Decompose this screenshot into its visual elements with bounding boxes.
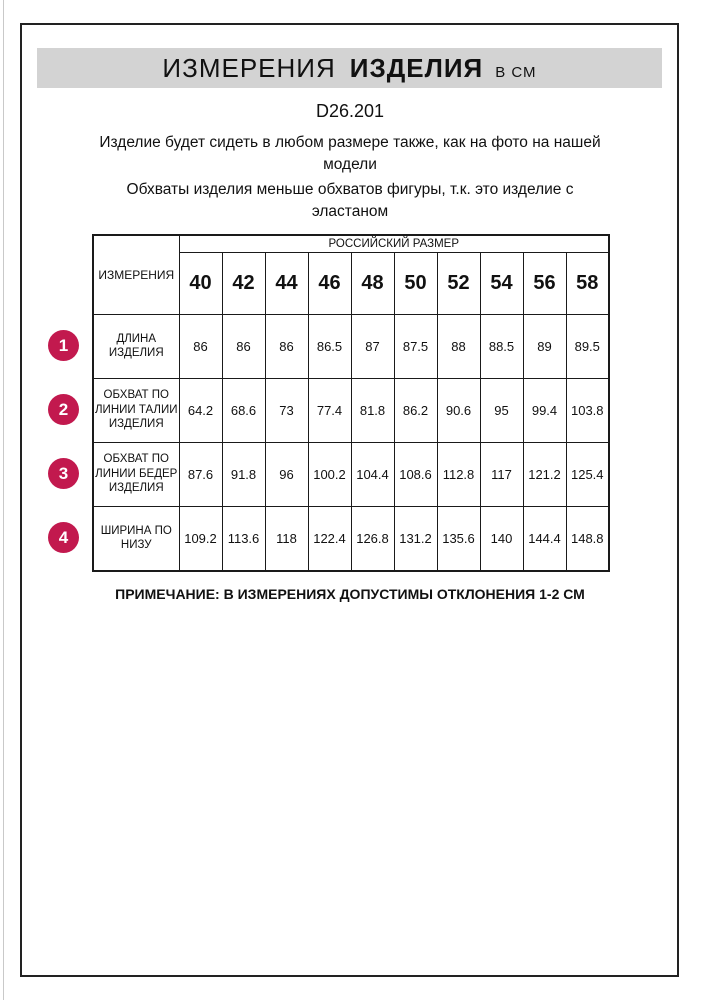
row-marker-3: 3: [48, 458, 79, 489]
size-column-header: 42: [222, 252, 265, 314]
size-column-header: 48: [351, 252, 394, 314]
value-cell: 96: [265, 442, 308, 506]
size-column-header: 58: [566, 252, 609, 314]
value-cell: 90.6: [437, 378, 480, 442]
page-title-emphasis: ИЗДЕЛИЯ: [349, 53, 484, 83]
value-cell: 77.4: [308, 378, 351, 442]
size-column-header: 40: [179, 252, 222, 314]
value-cell: 121.2: [523, 442, 566, 506]
size-group-header: РОССИЙСКИЙ РАЗМЕР: [179, 235, 609, 252]
value-cell: 88.5: [480, 314, 523, 378]
value-cell: 73: [265, 378, 308, 442]
value-cell: 89.5: [566, 314, 609, 378]
table-row-hips: [93, 442, 609, 506]
value-cell: 86: [222, 314, 265, 378]
note-elastane: [20, 179, 680, 223]
value-cell: 86: [265, 314, 308, 378]
value-cell: 144.4: [523, 506, 566, 571]
size-column-header: 56: [523, 252, 566, 314]
note-line: Изделие будет сидеть в любом размере также, как на фото на нашей: [99, 134, 601, 151]
value-cell: 108.6: [394, 442, 437, 506]
value-cell: 140: [480, 506, 523, 571]
value-cell: 95: [480, 378, 523, 442]
table-row-bottom-width: [93, 506, 609, 571]
value-cell: 103.8: [566, 378, 609, 442]
scan-edge-artifact: [3, 0, 4, 1000]
title-band: [37, 48, 662, 88]
value-cell: 148.8: [566, 506, 609, 571]
value-cell: 99.4: [523, 378, 566, 442]
row-label: ДЛИНА ИЗДЕЛИЯ: [93, 314, 179, 378]
value-cell: 81.8: [351, 378, 394, 442]
row-marker-2: 2: [48, 394, 79, 425]
value-cell: 87: [351, 314, 394, 378]
value-cell: 125.4: [566, 442, 609, 506]
note-line: эластаном: [311, 203, 389, 220]
row-marker-4: 4: [48, 522, 79, 553]
value-cell: 126.8: [351, 506, 394, 571]
value-cell: 86: [179, 314, 222, 378]
value-cell: 112.8: [437, 442, 480, 506]
value-cell: 68.6: [222, 378, 265, 442]
page-title: ИЗМЕРЕНИЯ: [162, 53, 336, 83]
page-title-unit: В СМ: [495, 64, 537, 81]
measurements-table: [92, 234, 610, 572]
note-line: Обхваты изделия меньше обхватов фигуры, т.к. это изделие с: [126, 181, 574, 198]
value-cell: 88: [437, 314, 480, 378]
value-cell: 86.2: [394, 378, 437, 442]
row-marker-1: 1: [48, 330, 79, 361]
value-cell: 131.2: [394, 506, 437, 571]
value-cell: 135.6: [437, 506, 480, 571]
size-column-header: 44: [265, 252, 308, 314]
tolerance-note: ПРИМЕЧАНИЕ: В ИЗМЕРЕНИЯХ ДОПУСТИМЫ ОТКЛОНЕНИЯ 1-2 СМ: [115, 586, 585, 602]
row-label: ОБХВАТ ПО ЛИНИИ ТАЛИИ ИЗДЕЛИЯ: [93, 378, 179, 442]
product-code: D26.201: [315, 101, 385, 121]
value-cell: 100.2: [308, 442, 351, 506]
value-cell: 86.5: [308, 314, 351, 378]
row-label: ШИРИНА ПО НИЗУ: [93, 506, 179, 571]
value-cell: 113.6: [222, 506, 265, 571]
value-cell: 122.4: [308, 506, 351, 571]
value-cell: 118: [265, 506, 308, 571]
value-cell: 89: [523, 314, 566, 378]
size-column-header: 46: [308, 252, 351, 314]
row-label: ОБХВАТ ПО ЛИНИИ БЕДЕР ИЗДЕЛИЯ: [93, 442, 179, 506]
size-column-header: 50: [394, 252, 437, 314]
value-cell: 87.5: [394, 314, 437, 378]
value-cell: 87.6: [179, 442, 222, 506]
note-fit: [20, 132, 680, 176]
value-cell: 104.4: [351, 442, 394, 506]
size-column-header: 54: [480, 252, 523, 314]
table-row-waist: [93, 378, 609, 442]
note-line: модели: [323, 156, 377, 173]
value-cell: 117: [480, 442, 523, 506]
value-cell: 64.2: [179, 378, 222, 442]
size-column-header: 52: [437, 252, 480, 314]
value-cell: 109.2: [179, 506, 222, 571]
corner-label: ИЗМЕРЕНИЯ: [93, 235, 179, 314]
value-cell: 91.8: [222, 442, 265, 506]
table-row-length: [93, 314, 609, 378]
